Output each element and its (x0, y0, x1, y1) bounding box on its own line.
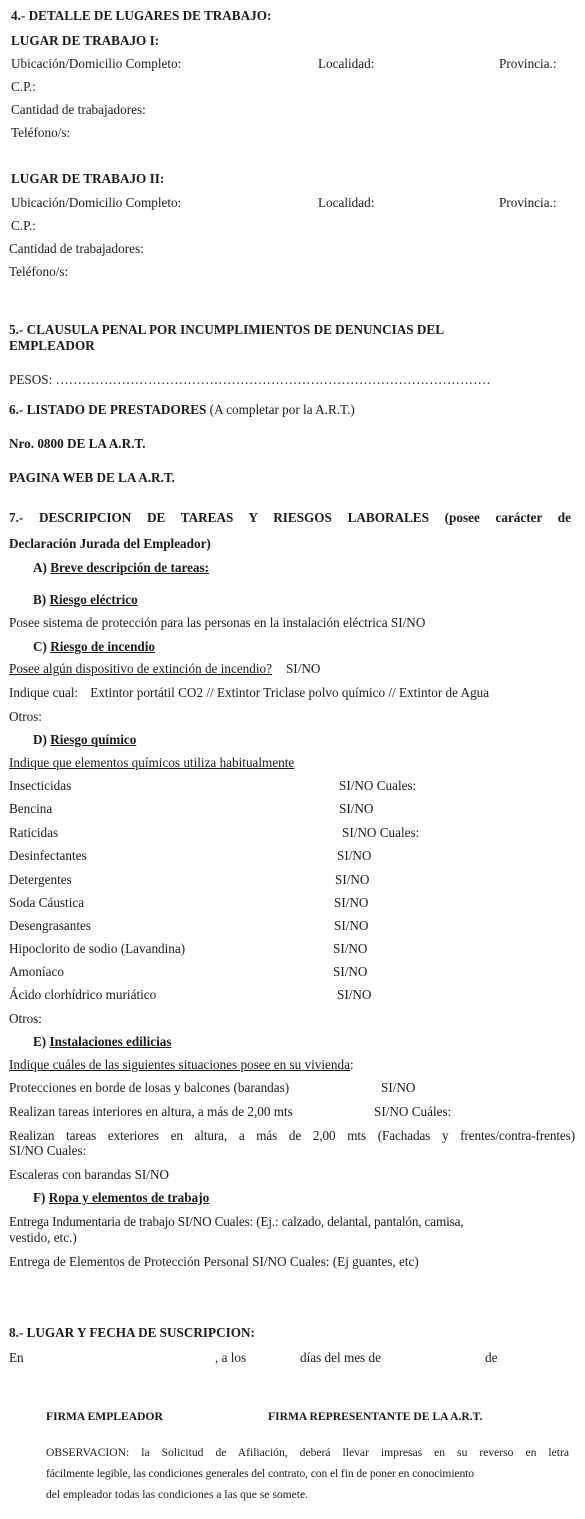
quimico-item-answer: SI/NO (337, 848, 372, 863)
quimico-item-answer: SI/NO (335, 872, 370, 887)
incendio-cual (9, 685, 489, 701)
section-8-heading: 8.- LUGAR Y FECHA DE SUSCRIPCION: (9, 1325, 255, 1340)
fecha-alos-label: , a los (215, 1350, 247, 1365)
subsection-e-heading (33, 1034, 171, 1050)
quimico-item-answer: SI/NO (337, 987, 372, 1002)
section-5-heading-line2: EMPLEADOR (9, 338, 95, 353)
pagina-web: PAGINA WEB DE LA A.R.T. (9, 470, 175, 485)
section-5-heading-line1: 5.- CLAUSULA PENAL POR INCUMPLIMIENTOS DE DENUNCIAS DEL (9, 322, 444, 337)
section-7-heading-line2: Declaración Jurada del Empleador) (9, 536, 211, 551)
fecha-de-label: de (485, 1350, 498, 1365)
subsection-f-title: Ropa y elementos de trabajo (48, 1190, 210, 1205)
subsection-d-letter: D) (33, 732, 47, 747)
lugar-2-telefono-label: Teléfono/s: (9, 264, 69, 279)
edilicias-interiores: Realizan tareas interiores en altura, a más de 2,00 mts (9, 1104, 293, 1119)
subsection-a-letter: A) (33, 560, 47, 575)
edilicias-exteriores-line1: Realizan tareas exteriores en altura, a más de 2,00 mts (Fachadas y frentes/contra-frentes) (9, 1128, 575, 1143)
ropa-epp: Entrega de Elementos de Protección Personal SI/NO Cuales: (Ej guantes, etc) (9, 1254, 419, 1269)
lugar-1-localidad-label: Localidad: (318, 56, 375, 71)
ropa-indumentaria-line1: Entrega Indumentaria de trabajo SI/NO Cuales: (Ej.: calzado, delantal, pantalón, camisa, (9, 1214, 464, 1229)
edilicias-barandas-answer: SI/NO (381, 1080, 416, 1095)
subsection-e-letter: E) (33, 1034, 47, 1049)
section-6-heading (9, 402, 355, 418)
lugar-2-cp-label: C.P.: (11, 218, 36, 233)
lugar-1-cantidad-label: Cantidad de trabajadores: (11, 102, 146, 117)
fecha-dias-label: días del mes de (300, 1350, 381, 1365)
quimico-intro: Indique que elementos químicos utiliza habitualmente (9, 755, 295, 770)
quimico-item-name: Detergentes (9, 872, 72, 887)
pesos-line: PESOS: ……………………………………………………………………………………… (9, 372, 491, 387)
incendio-cual-options: Extintor portátil CO2 // Extintor Triclase polvo químico // Extintor de Agua (90, 685, 490, 700)
observacion-line2: fácilmente legible, las condiciones generales del contrato, con el fin de poner en conocimiento (46, 1467, 474, 1480)
lugar-2-localidad-label: Localidad: (318, 195, 375, 210)
subsection-b-title: Riesgo eléctrico (49, 592, 138, 607)
subsection-c-heading (33, 639, 155, 655)
subsection-f-letter: F) (33, 1190, 46, 1205)
edilicias-interiores-answer: SI/NO Cuáles: (374, 1104, 452, 1119)
lugar-1-telefono-label: Teléfono/s: (11, 125, 71, 140)
quimico-item-name: Desengrasantes (9, 918, 92, 933)
nro-0800: Nro. 0800 DE LA A.R.T. (9, 436, 146, 451)
quimico-item-name: Insecticidas (9, 778, 72, 793)
subsection-a-title: Breve descripción de tareas: (50, 560, 210, 575)
quimico-item-name: Hipoclorito de sodio (Lavandina) (9, 941, 186, 956)
subsection-e-title: Instalaciones edilicias (49, 1034, 172, 1049)
incendio-cual-label: Indique cual: (9, 685, 79, 700)
subsection-d-heading (33, 732, 136, 748)
lugar-1-title: LUGAR DE TRABAJO I: (11, 33, 160, 48)
lugar-1-provincia-label: Provincia.: (499, 56, 557, 71)
section-4-heading: 4.- DETALLE DE LUGARES DE TRABAJO: (11, 8, 272, 23)
observacion-line3: del empleador todas las condiciones a las que se somete. (46, 1488, 309, 1501)
subsection-d-title: Riesgo químico (50, 732, 137, 747)
quimico-item-answer: SI/NO (333, 941, 368, 956)
quimico-item-name: Soda Cáustica (9, 895, 85, 910)
subsection-b-heading (33, 592, 138, 608)
subsection-c-letter: C) (33, 639, 47, 654)
quimico-item-answer: SI/NO (339, 801, 374, 816)
fecha-en-label: En (9, 1350, 24, 1365)
edilicias-escaleras: Escaleras con barandas SI/NO (9, 1167, 170, 1182)
subsection-b-letter: B) (33, 592, 47, 607)
lugar-2-ubicacion-label: Ubicación/Domicilio Completo: (11, 195, 182, 210)
incendio-question-text: Posee algún dispositivo de extinción de incendio? (9, 661, 272, 676)
incendio-answer: SI/NO (285, 661, 321, 676)
quimico-item-name: Desinfectantes (9, 848, 87, 863)
incendio-question (9, 661, 320, 677)
quimico-item-name: Bencina (9, 801, 53, 816)
edilicias-intro-colon: : (349, 1057, 354, 1072)
observacion-line1: OBSERVACION: la Solicitud de Afiliación, deberá llevar impresas en su reverso en letra (46, 1446, 569, 1459)
lugar-2-cantidad-label: Cantidad de trabajadores: (9, 241, 144, 256)
edilicias-barandas: Protecciones en borde de losas y balcones (barandas) (9, 1080, 290, 1095)
quimico-item-answer: SI/NO Cuales: (339, 778, 417, 793)
quimico-item-name: Ácido clorhídrico muriático (9, 987, 157, 1002)
quimico-item-answer: SI/NO (333, 964, 368, 979)
lugar-2-provincia-label: Provincia.: (499, 195, 557, 210)
section-6-heading-note: (A completar por la A.R.T.) (206, 402, 355, 417)
edilicias-exteriores-answer: SI/NO Cuales: (9, 1143, 87, 1158)
incendio-otros: Otros: (9, 709, 42, 724)
quimico-item-name: Amoníaco (9, 964, 64, 979)
edilicias-intro-text: Indique cuáles de las siguientes situaciones posee en su vivienda (9, 1057, 350, 1072)
lugar-1-ubicacion-label: Ubicación/Domicilio Completo: (11, 56, 182, 71)
quimico-item-answer: SI/NO (334, 895, 369, 910)
quimico-item-name: Raticidas (9, 825, 59, 840)
quimico-item-answer: SI/NO Cuales: (342, 825, 420, 840)
lugar-1-cp-label: C.P.: (11, 79, 36, 94)
ropa-indumentaria-line2: vestido, etc.) (9, 1230, 77, 1245)
subsection-c-title: Riesgo de incendio (50, 639, 155, 654)
edilicias-intro (9, 1057, 354, 1073)
lugar-2-title: LUGAR DE TRABAJO II: (11, 171, 165, 186)
section-7-heading-line1: 7.- DESCRIPCION DE TAREAS Y RIESGOS LABORALES (posee carácter de (9, 510, 571, 525)
riesgo-electrico-question: Posee sistema de protección para las personas en la instalación eléctrica SI/NO (9, 615, 426, 630)
quimico-otros: Otros: (9, 1011, 42, 1026)
subsection-a-heading (33, 560, 209, 576)
firma-representante-art: FIRMA REPRESENTANTE DE LA A.R.T. (268, 1410, 483, 1423)
section-6-heading-bold: 6.- LISTADO DE PRESTADORES (9, 402, 207, 417)
quimico-item-answer: SI/NO (334, 918, 369, 933)
subsection-f-heading (33, 1190, 209, 1206)
firma-empleador: FIRMA EMPLEADOR (46, 1410, 163, 1423)
